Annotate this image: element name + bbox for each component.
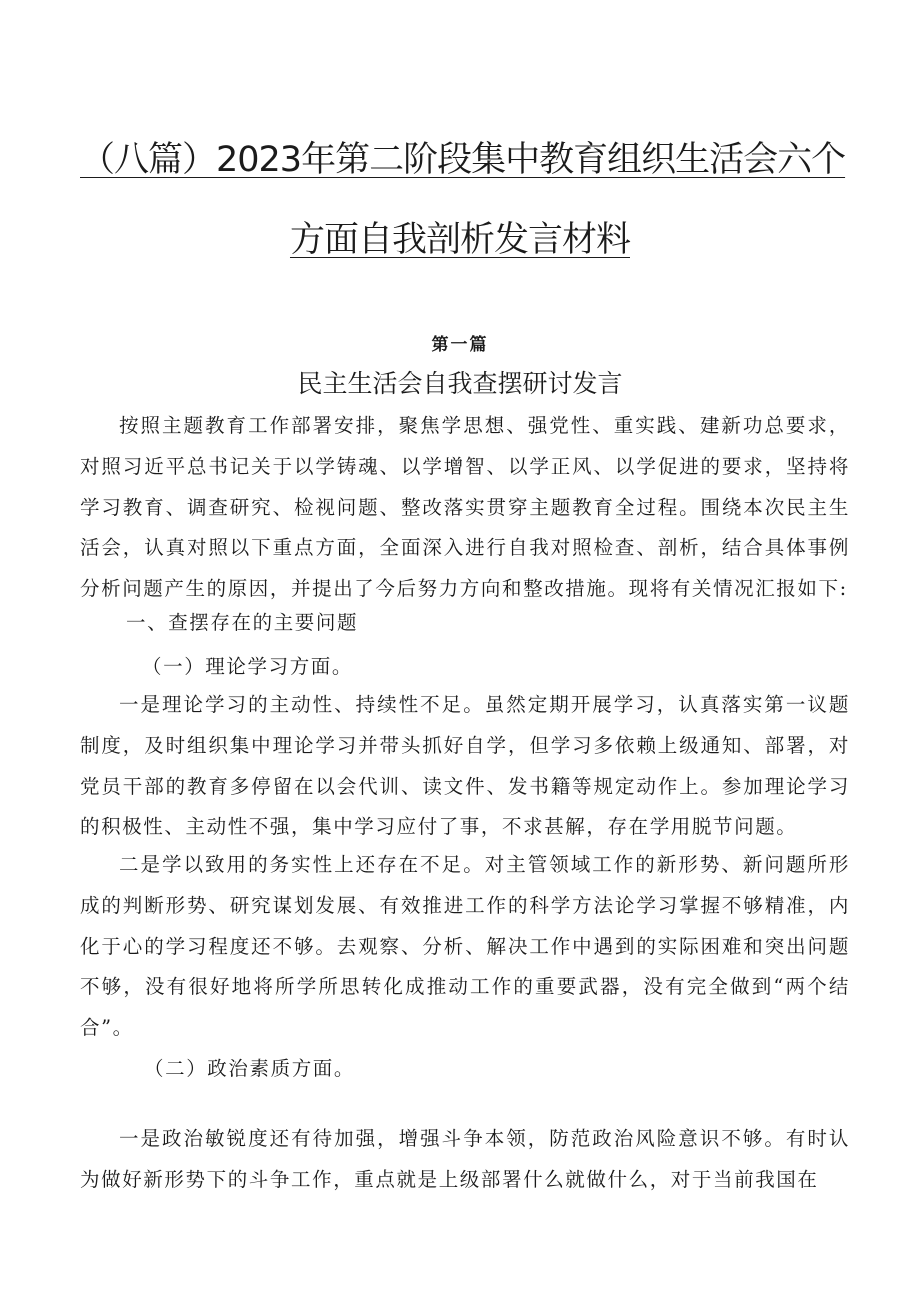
document-title-text-2: 方面自我剖析发言材料: [289, 220, 630, 260]
document-title-line-1: [80, 138, 846, 182]
heading-problems: 一、查摆存在的主要问题: [126, 611, 359, 634]
paragraph-political-1: 一是政治敏锐度还有待加强，增强斗争本领，防范政治风险意识不够。有时认为做好新形势下的斗争工作，重点就是上级部署什么就做什么，对于当前我国在: [80, 1127, 850, 1191]
document-title-text-1: （八篇）2023年第二阶段集中教育组织生活会六个: [80, 140, 846, 180]
paragraph-theory-2: 二是学以致用的务实性上还存在不足。对主管领域工作的新形势、新问题所形成的判断形势、研究谋划发展、有效推进工作的科学方法论学习掌握不够精准，内化于心的学习程度还不够。去观察、分析、解决工作中遇到的实际困难和突出问题不够，没有很好地将所学所思转化成推动工作的重要武器，没有完全做到“两个结合”。: [80, 853, 850, 1040]
section-label: 第一篇: [431, 335, 489, 355]
heading-theory-study: （一）理论学习方面。: [142, 655, 354, 678]
document-title-line-2: [80, 218, 840, 262]
heading-political-quality: （二）政治素质方面。: [144, 1057, 356, 1080]
section-title: 民主生活会自我查摆研讨发言: [297, 369, 623, 398]
paragraph-intro: 按照主题教育工作部署安排，聚焦学思想、强党性、重实践、建新功总要求，对照习近平总书记关于以学铸魂、以学增智、以学正风、以学促进的要求，坚持将学习教育、调查研究、检视问题、整改落实贯穿主题教育全过程。围绕本次民主生活会，认真对照以下重点方面，全面深入进行自我对照检查、剖析，结合具体事例分析问题产生的原因，并提出了今后努力方向和整改措施。现将有关情况汇报如下:: [80, 414, 850, 601]
paragraph-theory-1: 一是理论学习的主动性、持续性不足。虽然定期开展学习，认真落实第一议题制度，及时组织集中理论学习并带头抓好自学，但学习多依赖上级通知、部署，对党员干部的教育多停留在以会代训、读文件、发书籍等规定动作上。参加理论学习的积极性、主动性不强，集中学习应付了事，不求甚解，存在学用脱节问题。: [80, 693, 850, 839]
